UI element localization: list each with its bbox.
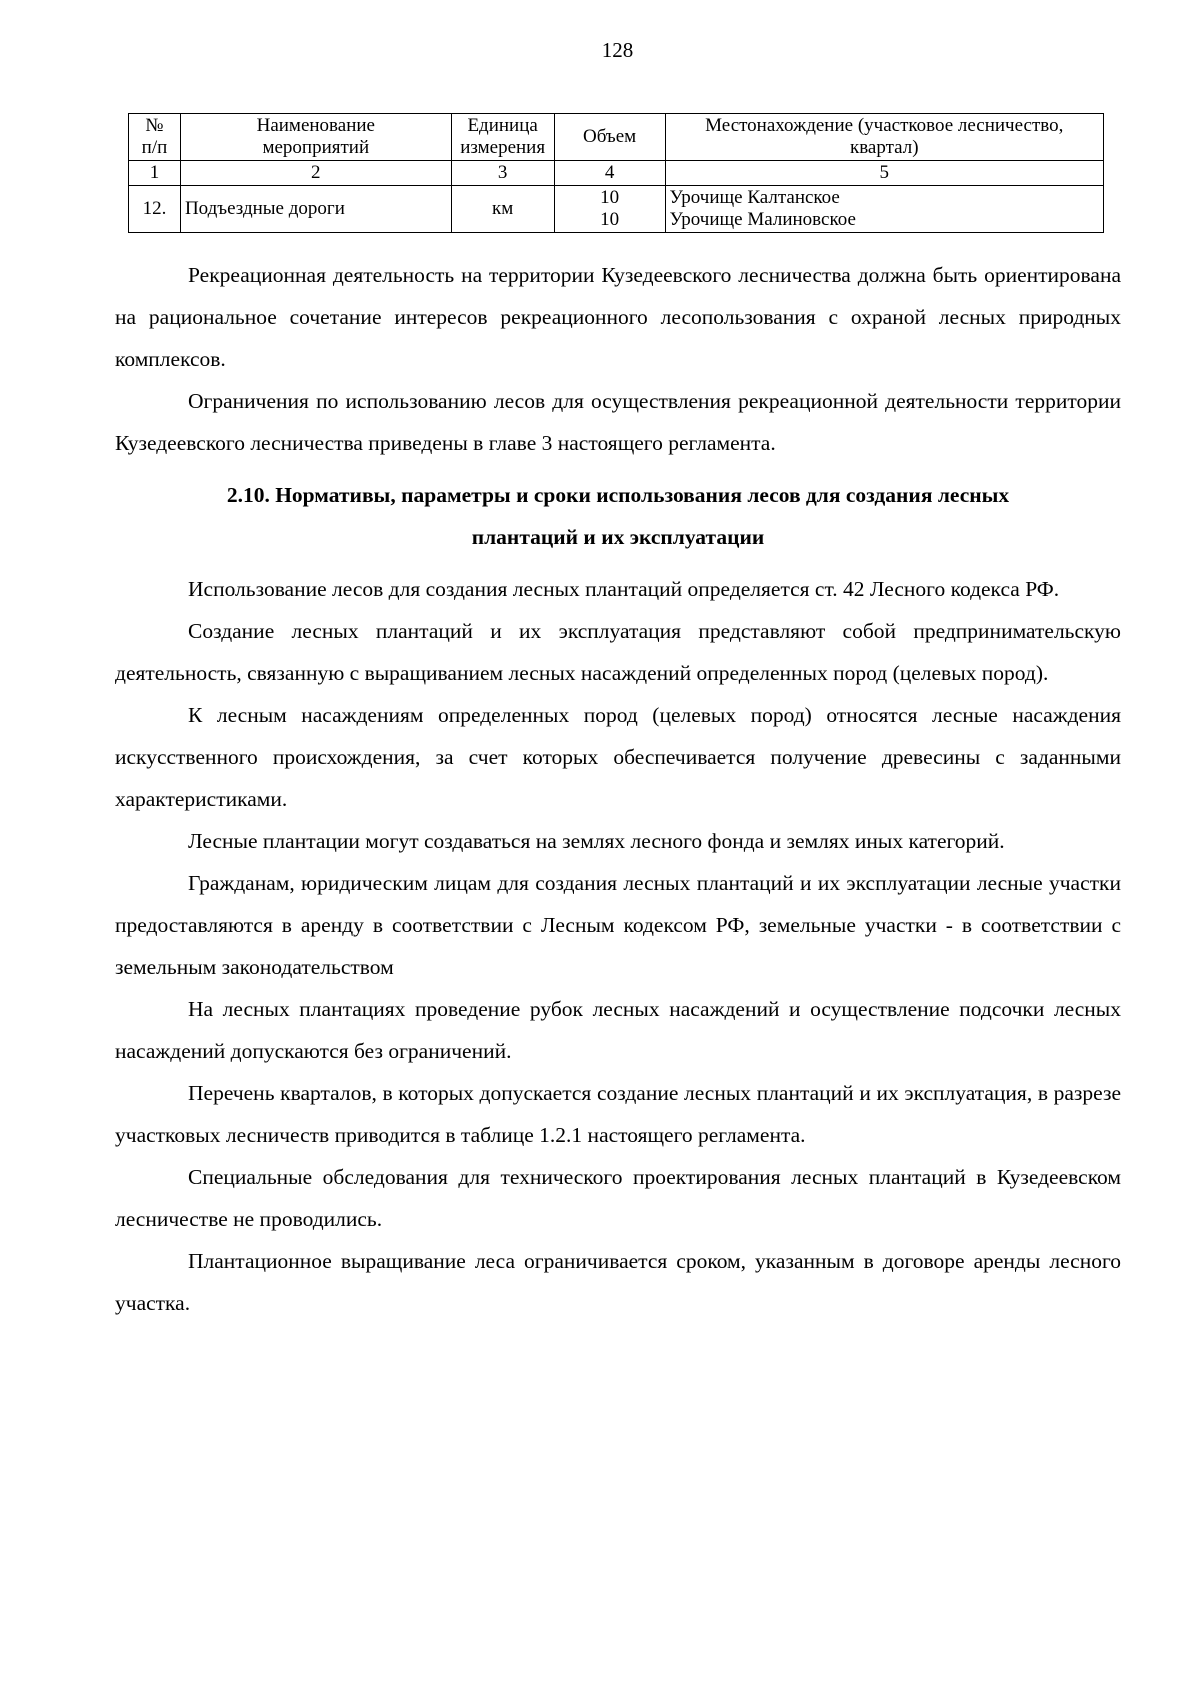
paragraph: Перечень кварталов, в которых допускается создание лесных плантаций и их эксплуатация, в разрезе участковых лесничеств приводится в таблице 1.2.1 настоящего регламента. xyxy=(115,1081,1121,1147)
paragraph: На лесных плантациях проведение рубок лесных насаждений и осуществление подсочки лесных насаждений допускаются без ограничений. xyxy=(115,997,1121,1063)
document-body xyxy=(115,254,1121,1324)
header-unit: Единица измерения xyxy=(451,114,554,161)
table-colnum-row xyxy=(129,161,1104,186)
header-num: № п/п xyxy=(129,114,181,161)
colnum-3: 3 xyxy=(451,161,554,186)
row-location-1: Урочище Калтанское xyxy=(669,187,840,208)
heading-line-2: плантаций и их эксплуатации xyxy=(471,525,765,549)
paragraph: Гражданам, юридическим лицам для создания лесных плантаций и их эксплуатации лесные участки предоставляются в аренду в соответствии с Лесным кодексом РФ, земельные участки - в соответствии с земельным законодательством xyxy=(115,871,1121,979)
header-name: Наименование мероприятий xyxy=(180,114,451,161)
row-num: 12. xyxy=(129,186,181,233)
header-volume: Объем xyxy=(554,114,665,161)
row-name: Подъездные дороги xyxy=(180,186,451,233)
paragraph: Рекреационная деятельность на территории Кузедеевского лесничества должна быть ориентирована на рациональное сочетание интересов рекреационного лесопользования с охраной лесных природных комплексов. xyxy=(115,263,1121,371)
measures-table xyxy=(128,113,1104,233)
colnum-2: 2 xyxy=(180,161,451,186)
paragraph: Создание лесных плантаций и их эксплуатация представляют собой предпринимательскую деятельность, связанную с выращиванием лесных насаждений определенных пород (целевых пород). xyxy=(115,619,1121,685)
section-heading xyxy=(115,464,1121,568)
paragraph: Специальные обследования для технического проектирования лесных плантаций в Кузедеевском лесничестве не проводились. xyxy=(115,1165,1121,1231)
table-row xyxy=(129,186,1104,233)
colnum-1: 1 xyxy=(129,161,181,186)
colnum-5: 5 xyxy=(665,161,1103,186)
header-location: Местонахождение (участковое лесничество, квартал) xyxy=(665,114,1103,161)
paragraph: Ограничения по использованию лесов для осуществления рекреационной деятельности территории Кузедеевского лесничества приведены в главе 3 настоящего регламента. xyxy=(115,389,1121,455)
paragraph: К лесным насаждениям определенных пород (целевых пород) относятся лесные насаждения искусственного происхождения, за счет которых обеспечивается получение древесины с заданными характеристиками. xyxy=(115,703,1121,811)
row-unit: км xyxy=(451,186,554,233)
paragraph: Лесные плантации могут создаваться на землях лесного фонда и землях иных категорий. xyxy=(188,829,1005,853)
row-location-2: Урочище Малиновское xyxy=(669,209,856,230)
row-volume-2: 10 xyxy=(600,209,620,230)
paragraph: Использование лесов для создания лесных плантаций определяется ст. 42 Лесного кодекса РФ. xyxy=(188,577,1060,601)
page-number: 128 xyxy=(601,38,634,62)
table-header-row xyxy=(129,114,1104,161)
row-location-cell xyxy=(665,186,1103,233)
paragraph: Плантационное выращивание леса ограничивается сроком, указанным в договоре аренды лесного участка. xyxy=(115,1249,1121,1315)
heading-line-1: 2.10. Нормативы, параметры и сроки использования лесов для создания лесных xyxy=(226,483,1010,507)
row-volume-1: 10 xyxy=(600,187,620,208)
row-volume-cell xyxy=(554,186,665,233)
colnum-4: 4 xyxy=(554,161,665,186)
